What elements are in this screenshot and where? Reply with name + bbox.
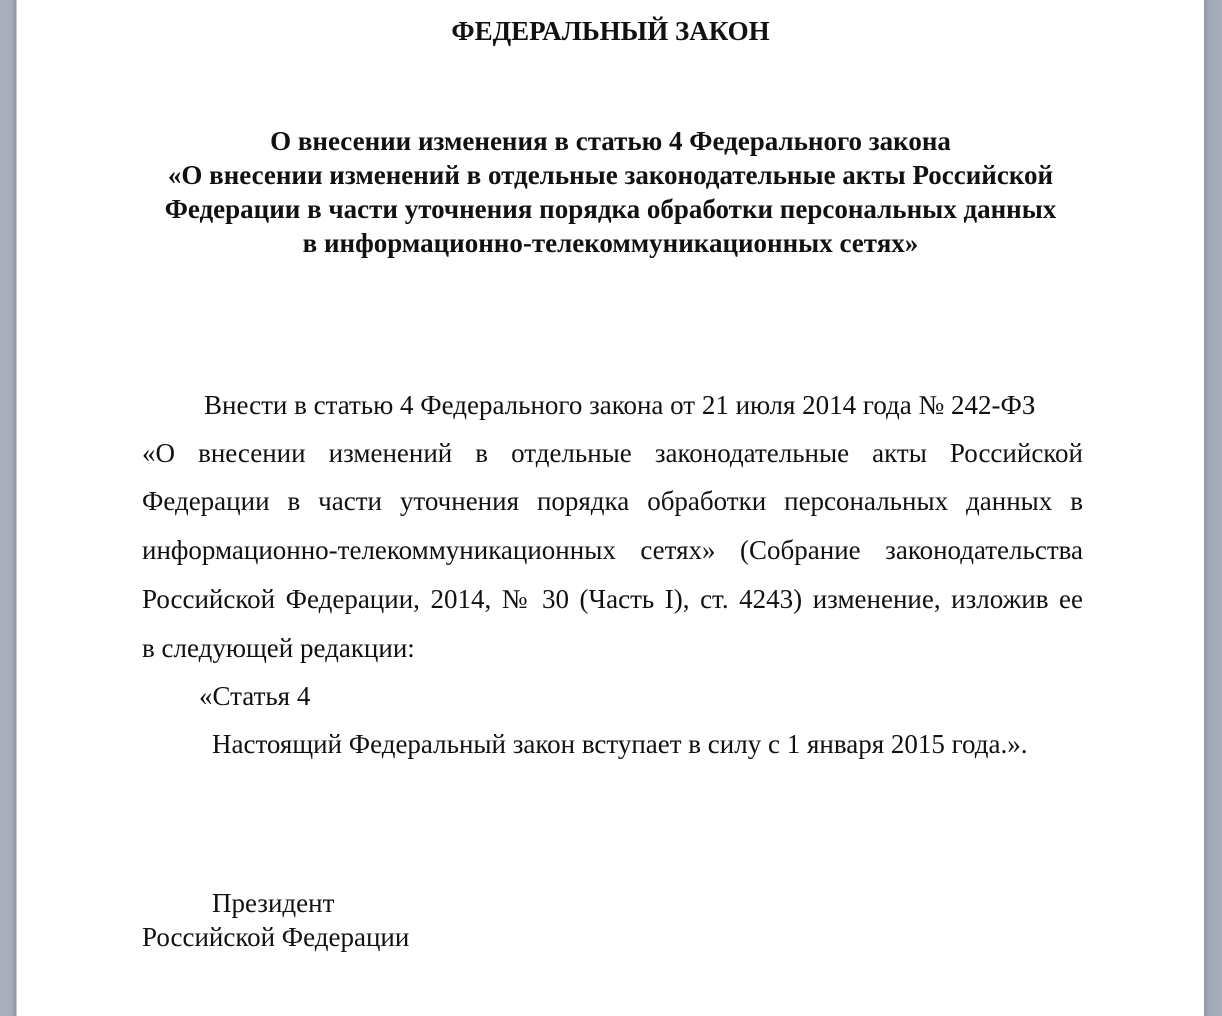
body-line: в следующей редакции:	[142, 633, 415, 663]
document-heading: ФЕДЕРАЛЬНЫЙ ЗАКОН	[451, 16, 770, 46]
article-title: «Статья 4	[199, 681, 311, 711]
body-line: Внести в статью 4 Федерального закона от 21 июля 2014 года № 242-ФЗ	[204, 390, 1036, 420]
document-subtitle	[17, 124, 1204, 260]
subtitle-line: «О внесении изменений в отдельные законодательные акты Российской	[167, 160, 1054, 190]
body-line: Федерации в части уточнения порядка обработки персональных данных в	[142, 486, 1083, 516]
signature-title: Президент	[212, 888, 335, 918]
subtitle-line: в информационно-телекоммуникационных сетях»	[302, 228, 919, 258]
subtitle-line: Федерации в части уточнения порядка обработки персональных данных	[164, 194, 1057, 224]
signature-country: Российской Федерации	[142, 922, 410, 952]
article-text: Настоящий Федеральный закон вступает в силу с 1 января 2015 года.».	[212, 729, 1028, 759]
document-page	[17, 0, 1204, 1016]
subtitle-line: О внесении изменения в статью 4 Федерального закона	[270, 126, 951, 156]
body-line: информационно-телекоммуникационных сетях» (Собрание законодательства	[142, 535, 1083, 565]
body-line: Российской Федерации, 2014, № 30 (Часть I), ст. 4243) изменение, изложив ее	[142, 584, 1083, 614]
body-line: «О внесении изменений в отдельные законодательные акты Российской	[142, 438, 1083, 468]
